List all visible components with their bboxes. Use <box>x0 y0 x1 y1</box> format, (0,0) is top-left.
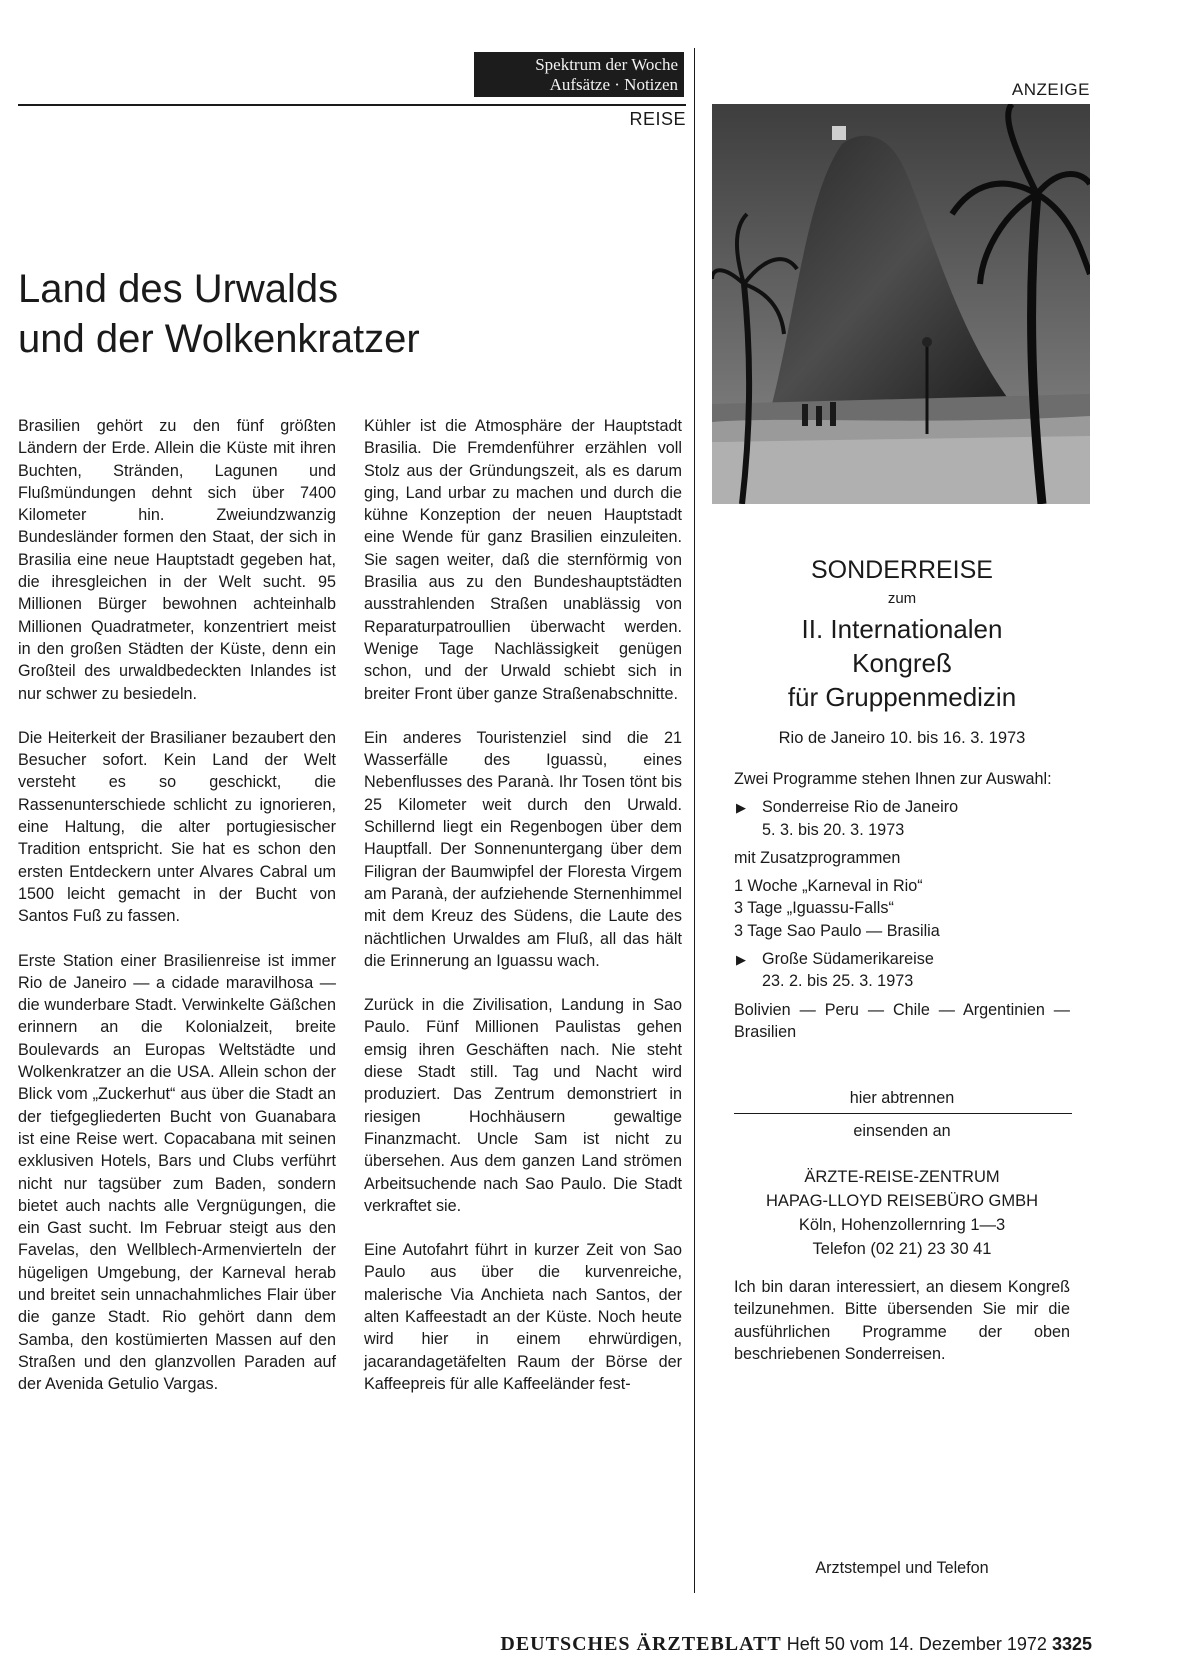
ad-label: ANZEIGE <box>1011 80 1090 99</box>
send-to-label: einsenden an <box>853 1122 951 1140</box>
ad-program1-dates: 5. 3. bis 20. 3. 1973 <box>762 820 905 839</box>
ad-program1-title: Sonderreise Rio de Janeiro <box>762 798 959 817</box>
ad-title: SONDERREISE <box>811 556 993 584</box>
article-column-middle <box>364 415 682 1417</box>
masthead-line1: Spektrum der Woche <box>535 55 678 74</box>
triangle-bullet-icon: ▶ <box>736 800 746 816</box>
ad-congress-line2: Kongreß <box>852 648 952 678</box>
page-footer <box>500 1633 1092 1656</box>
cut-here-label: hier abtrennen <box>849 1089 955 1107</box>
ad-address <box>734 1165 1070 1261</box>
ad-programs-intro: Zwei Programme stehen Ihnen zur Auswahl: <box>734 770 1052 788</box>
publication-name: DEUTSCHES ÄRZTEBLATT <box>500 1633 782 1655</box>
ad-program1 <box>734 796 1070 841</box>
article-paragraph: Kühler ist die Atmosphäre der Hauptstadt Brasilia. Die Fremdenführer erzählen voll Stolz aus der Gründungszeit, als es darum ging, Land urbar zu machen und durch die kühne Konzeption der neuen Hauptstadt eine Wende für ganz Brasilien einzuleiten. Sie sagen weiter, daß die sternförmig von Brasilia aus zu den Bundeshauptstädten ausstrahlenden Straßen unablässig von Reparaturpatroullien überwacht werden. Wenige Tage Nachlässigkeit genügen schon, und der Urwald schiebt sich in breiter Front über ganze Straßenabschnitte. <box>364 417 682 703</box>
article-paragraph: Brasilien gehört zu den fünf größten Ländern der Erde. Allein die Küste mit ihren Buchten, Stränden, Lagunen und Flußmündungen dehnt sich über 7400 Kilometer hin. Zweiundzwanzig Bundesländer formen den Staat, der sich in Brasilia eine neue Hauptstadt gegeben hat, die ihresgleichen in der Welt sucht. 95 Millionen Bürger bewohnen achteinhalb Millionen Quadratmeter, konzentriert meist in den großen Städten der Küste, denn ein Großteil des urwaldbedeckten Inlandes ist nur schwer zu besiedeln. <box>18 417 336 703</box>
masthead-line2: Aufsätze · Notizen <box>549 75 678 94</box>
address-line: ÄRZTE-REISE-ZENTRUM <box>804 1168 1000 1186</box>
address-phone: Telefon (02 21) 23 30 41 <box>812 1240 992 1258</box>
article-paragraph: Eine Autofahrt führt in kurzer Zeit von Sao Paulo aus über die kurvenreiche, malerische Via Anchieta nach Santos, der alten Kaffeestadt an der Küste. Noch heute wird hier in einem ehrwürdigen, jacarandagetäfelten Raum der Börse der Kaffeepreis für alle Kaffeeländer fest- <box>364 1241 682 1393</box>
cut-line[interactable] <box>734 1113 1072 1114</box>
ad-stamp-label: Arztstempel und Telefon <box>815 1559 989 1577</box>
article-column-left <box>18 415 336 1417</box>
headline-line1: Land des Urwalds <box>18 267 339 311</box>
column-divider <box>694 48 695 1593</box>
masthead-box <box>474 52 684 97</box>
ad-congress-dates: Rio de Janeiro 10. bis 16. 3. 1973 <box>778 729 1026 747</box>
page-number: 3325 <box>1051 1634 1092 1654</box>
ad-congress-name <box>734 612 1070 714</box>
article-paragraph: Erste Station einer Brasilienreise ist immer Rio de Janeiro — a cidade maravilhosa — die wunderbare Stadt. Verwinkelte Gäßchen erinnern an die Kolonialzeit, breite Boulevards an Europas Weltstädte und Wolkenkratzer an die USA. Allein schon der Blick vom „Zuckerhut“ aus über die Stadt an der tiefgegliederten Bucht von Guanabara ist eine Reise wert. Copacabana mit seinen exklusiven Hotels, Bars und Clubs verführt nicht nur tagsüber zum Baden, sondern bietet auch nachts alle Vergnügungen, die ein Gast sucht. Im Februar steigt aus den Favelas, den Wellblech-Armenvierteln der hügeligen Umgebung, der Karneval herab und breitet sein unnachahmliches Flair über die ganze Stadt. Rio gehört dann dem Samba, den kostümierten Massen auf den Straßen und den glanzvollen Paraden auf der Avenida Getulio Vargas. <box>18 951 336 1394</box>
ad-programs <box>734 768 1070 1043</box>
headline <box>18 264 688 364</box>
triangle-bullet-icon: ▶ <box>736 952 746 968</box>
ad-extra-item: 1 Woche „Karneval in Rio“ <box>734 877 923 896</box>
ad-extras-title: mit Zusatzprogrammen <box>734 848 901 867</box>
ad-extra-item: 3 Tage „Iguassu-Falls“ <box>734 899 894 918</box>
ad-interest-text: Ich bin daran interessiert, an diesem Kongreß teilzunehmen. Bitte übersenden Sie mir die ausführlichen Programme der oben beschriebenen Sonderreisen. <box>734 1278 1070 1363</box>
headline-line2: und der Wolkenkratzer <box>18 317 420 361</box>
address-line: HAPAG-LLOYD REISEBÜRO GMBH <box>765 1192 1038 1210</box>
sugarloaf-photo-illustration <box>712 104 1090 504</box>
header-rule <box>18 104 686 106</box>
article-paragraph: Ein anderes Touristenziel sind die 21 Wasserfälle des Iguassù, eines Nebenflusses des Paranà. Ihr Tosen tönt bis 25 Kilometer weit durch den Urwald. Schillernd liegt ein Regenbogen über dem Hauptfall. Der Sonnenuntergang über dem Filigran der Baumwipfel der Floresta Virgem am Paranà, der aufziehende Sternenhimmel mit dem Kreuz des Südens, die Laute des nächtlichen Urwaldes am Fluß, all das hält die Erinnerung an Iguassu wach. <box>364 728 682 970</box>
ad-countries: Bolivien — Peru — Chile — Argentinien — Brasilien <box>734 1000 1070 1041</box>
ad-program2-title: Große Südamerikareise <box>762 950 934 969</box>
ad-extra-item: 3 Tage Sao Paulo — Brasilia <box>734 921 940 940</box>
article-paragraph: Zurück in die Zivilisation, Landung in Sao Paulo. Fünf Millionen Paulistas gehen emsig ihren Geschäften nach. Nie steht diese Stadt still. Tag und Nacht wird produziert. Das Zentrum demonstriert in riesigen Hochhäusern gewaltige Finanzmacht. Uncle Sam ist nicht zu übersehen. Aus dem ganzen Land strömen Arbeitsuchende nach Sao Paulo. Die Stadt verkraftet sie. <box>364 996 682 1215</box>
ad-program2-dates: 23. 2. bis 25. 3. 1973 <box>762 972 914 991</box>
sugarloaf-photo <box>712 104 1090 504</box>
section-label: REISE <box>629 109 686 129</box>
issue-info: Heft 50 vom 14. Dezember 1972 <box>786 1634 1047 1654</box>
ad-congress-line1: II. Internationalen <box>801 614 1003 644</box>
ad-zum: zum <box>887 590 917 607</box>
ad-congress-line3: für Gruppenmedizin <box>787 682 1017 712</box>
article-paragraph: Die Heiterkeit der Brasilianer bezaubert den Besucher sofort. Kein Land der Welt versteht es so geschickt, die Rassenunterschiede schlicht zu ignorieren, eine Haltung, die alter portugiesischer Tradition entspricht. Sie hat es schon den ersten Entdeckern unter Alvares Cabral um 1500 leicht gemacht in der Bucht von Santos Fuß zu fassen. <box>18 728 336 926</box>
ad-program2 <box>734 948 1070 993</box>
address-line: Köln, Hohenzollernring 1—3 <box>798 1216 1006 1234</box>
